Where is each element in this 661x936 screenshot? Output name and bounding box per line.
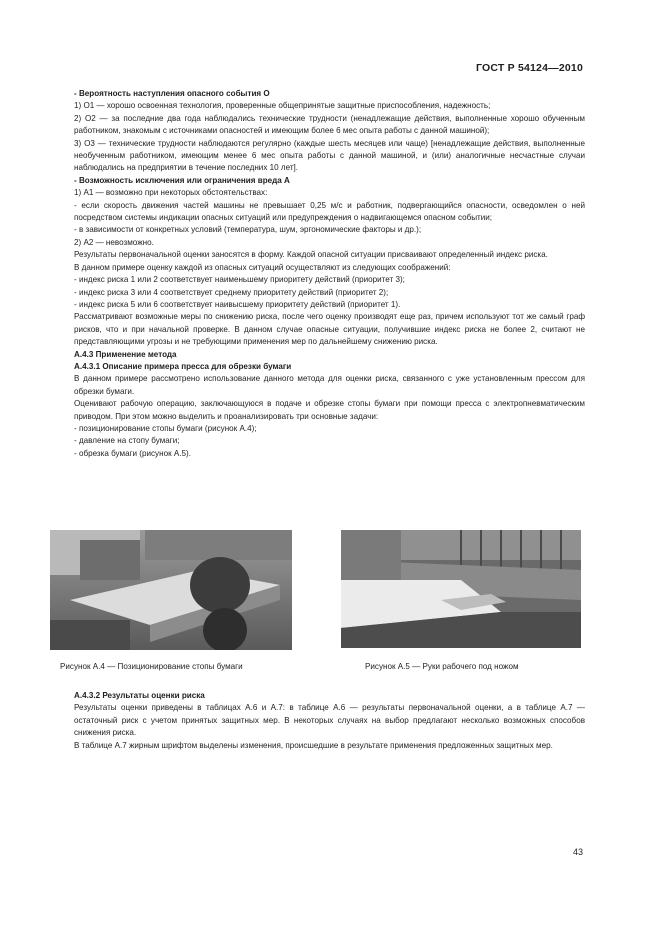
paragraph: 2) О2 — за последние два года наблюдались технические трудности (ненадлежащие действия, выполненные хорошо обученным работником, знакомым с источниками опасностей и имеющим более 6 мес опыта работы с данной машиной); [74, 113, 585, 136]
page-number: 43 [572, 847, 583, 857]
paragraph: Результаты оценки приведены в таблицах А.6 и А.7: в таблице А.6 — результаты первоначальной оценки, а в таблице А.7 — остаточный риск с учетом принятых защитных мер. В некоторых случаях на выбор предлагают несколько возможных способов снижения риска. [74, 703, 585, 738]
paragraph: - индекс риска 1 или 2 соответствует наименьшему приоритету действий (приоритет 3); [74, 275, 405, 285]
paragraph: 1) А1 — возможно при некоторых обстоятельствах: [74, 188, 268, 198]
paragraph: В данном примере рассмотрено использование данного метода для оценки риска, связанного с уже установленным прессом для обрезки бумаги. [74, 374, 585, 396]
list-item: - позиционирование стопы бумаги (рисунок А.4); [74, 423, 257, 433]
figure-a4-photo [50, 530, 292, 650]
figure-a5-photo [341, 530, 581, 648]
list-item: - обрезка бумаги (рисунок А.5). [74, 448, 191, 458]
paragraph: В таблице А.7 жирным шрифтом выделены изменения, происшедшие в результате применения предложенных защитных мер. [74, 740, 553, 750]
section-heading: А.4.3 Применение метода [74, 349, 177, 359]
paragraph: - индекс риска 3 или 4 соответствует среднему приоритету действий (приоритет 2); [74, 287, 389, 297]
paragraph: 2) А2 — невозможно. [74, 237, 154, 247]
paragraph: 1) О1 — хорошо освоенная технология, проверенные общепринятые защитные приспособления, надежность; [74, 101, 491, 111]
paragraph: 3) О3 — технические трудности наблюдаются регулярно (каждые шесть месяцев или чаще) [ненадлежащие действия, выполненные необученным работником, имеющим менее 6 мес опыта работы с данной машиной, и (или) аналогичные несчастные случаи наблюдались на предприятии в течение последних 10 лет]. [74, 138, 585, 173]
figure-a4-caption: Рисунок А.4 — Позиционирование стопы бумаги [60, 662, 243, 671]
paragraph: Рассматривают возможные меры по снижению риска, после чего оценку производят еще раз, причем используют тот же самый граф рисков, что и при начальной проверке. В данном случае опасные ситуации, получившие индекс риска не более 2, считают не представляющими угрозы и не требующими применения мер по дальнейшему снижению риска. [74, 312, 585, 347]
results-text-block [74, 690, 585, 752]
paragraph: - в зависимости от конкретных условий (температура, шум, эргономические факторы и др.); [74, 225, 422, 235]
paragraph: Оценивают рабочую операцию, заключающуюся в подаче и обрезке стопы бумаги при помощи пресса с электропневматическим приводом. При этом можно выделить и проанализировать три основные задачи: [74, 399, 585, 421]
paragraph: В данном примере оценку каждой из опасных ситуаций осуществляют из следующих соображений: [74, 262, 451, 272]
section-heading: А.4.3.1 Описание примера пресса для обрезки бумаги [74, 361, 292, 371]
list-item: - давление на стопу бумаги; [74, 436, 180, 446]
hands-under-knife-photo [341, 530, 581, 648]
document-header: ГОСТ Р 54124—2010 [475, 62, 583, 74]
section-heading: А.4.3.2 Результаты оценки риска [74, 691, 205, 700]
paragraph: - если скорость движения частей машины не превышает 0,25 м/с и работник, подвергающийся опасности, осведомлен о ней посредством системы индикации опасных ситуаций или предупреждения о надвигающемся опасном событии; [74, 200, 585, 223]
figure-a5-caption: Рисунок А.5 — Руки рабочего под ножом [365, 662, 519, 671]
paragraph: - Вероятность наступления опасного события О [74, 89, 270, 98]
paragraph: - Возможность исключения или ограничения вреда А [74, 175, 290, 185]
main-text-block [74, 88, 585, 460]
figures-row [0, 530, 661, 680]
paragraph: Результаты первоначальной оценки заносятся в форму. Каждой опасной ситуации присваивают определенный индекс риска. [74, 250, 548, 260]
paper-stack-photo [50, 530, 292, 650]
paragraph: - индекс риска 5 или 6 соответствует наивысшему приоритету действий (приоритет 1). [74, 299, 401, 309]
